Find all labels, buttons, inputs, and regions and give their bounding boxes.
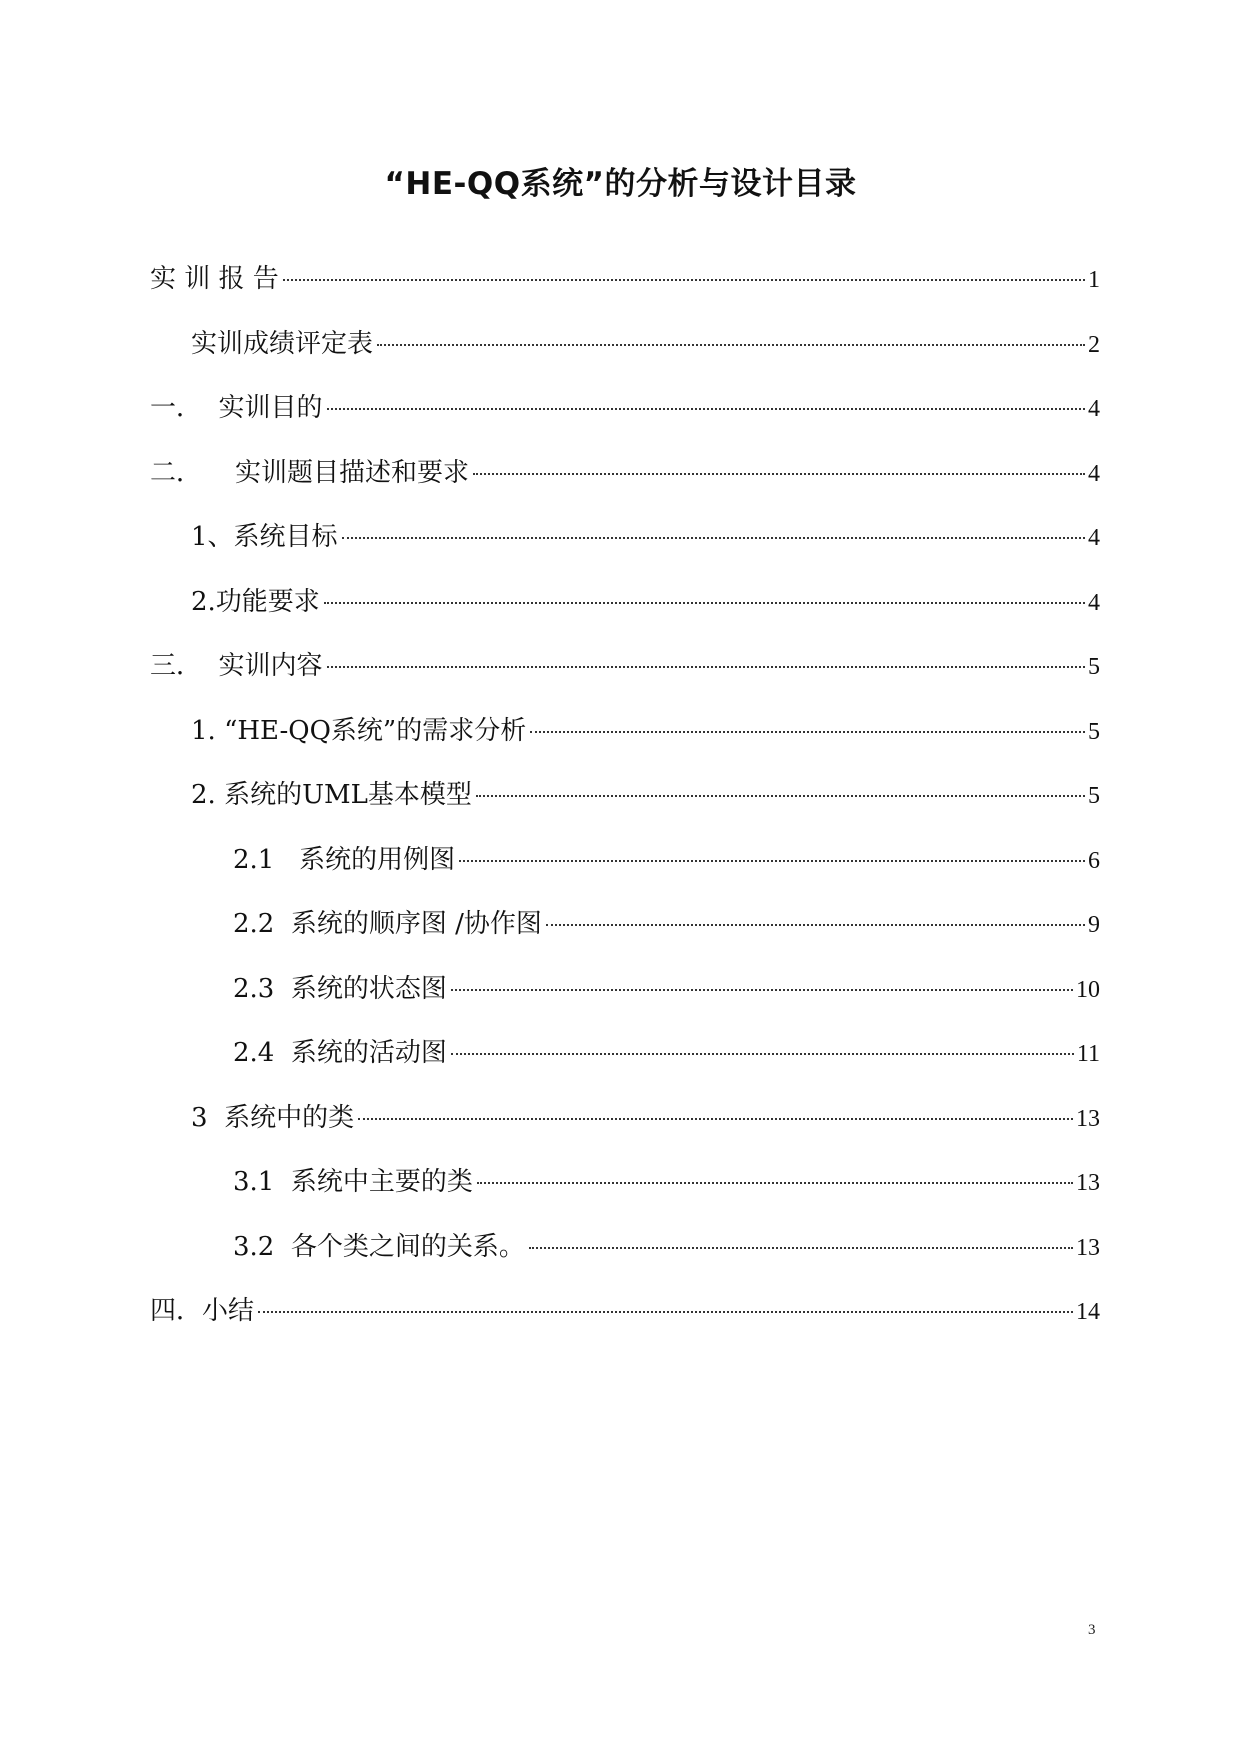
toc-entry[interactable] bbox=[150, 907, 1100, 972]
toc-entry-label: 2.2 系统的顺序图 /协作图 bbox=[233, 909, 542, 939]
table-of-contents bbox=[150, 262, 1100, 1359]
toc-entry-label: 1. “HE-QQ系统”的需求分析 bbox=[191, 715, 527, 746]
toc-entry-label: 四．小结 bbox=[150, 1296, 255, 1326]
toc-dot-leader bbox=[529, 1247, 1073, 1249]
toc-dot-leader bbox=[473, 473, 1085, 475]
toc-entry-label: 3 系统中的类 bbox=[191, 1102, 355, 1133]
document-title: “HE-QQ系统”的分析与设计目录 bbox=[384, 166, 857, 202]
toc-entry-label: 2.功能要求 bbox=[191, 586, 320, 617]
toc-dot-leader bbox=[258, 1311, 1073, 1313]
toc-entry-page: 14 bbox=[1076, 1299, 1100, 1325]
toc-entry[interactable] bbox=[150, 391, 1100, 456]
toc-entry-label: 2. 系统的UML基本模型 bbox=[191, 780, 472, 810]
toc-dot-leader bbox=[477, 1182, 1073, 1184]
toc-entry[interactable] bbox=[150, 1165, 1100, 1230]
toc-entry-page: 5 bbox=[1088, 718, 1100, 745]
toc-entry-label: 二． 实训题目描述和要求 bbox=[150, 457, 470, 488]
toc-entry-label: 1、系统目标 bbox=[191, 522, 338, 552]
toc-entry-label: 2.1 系统的用例图 bbox=[233, 844, 456, 875]
toc-entry-page: 13 bbox=[1076, 1105, 1100, 1132]
toc-entry-page: 4 bbox=[1088, 525, 1100, 551]
toc-entry[interactable] bbox=[150, 714, 1100, 779]
toc-entry-label: 3.2 各个类之间的关系。 bbox=[233, 1231, 525, 1262]
toc-dot-leader bbox=[377, 344, 1085, 346]
toc-dot-leader bbox=[324, 602, 1085, 604]
toc-entry-label: 一． 实训目的 bbox=[150, 393, 323, 423]
toc-entry[interactable] bbox=[150, 520, 1100, 585]
toc-entry-label: 三． 实训内容 bbox=[150, 651, 323, 681]
toc-entry[interactable] bbox=[150, 262, 1100, 327]
toc-dot-leader bbox=[283, 279, 1085, 281]
page-number: 3 bbox=[1088, 1622, 1096, 1638]
toc-entry-page: 4 bbox=[1088, 460, 1100, 487]
toc-entry-label: 实训成绩评定表 bbox=[191, 328, 374, 359]
toc-entry[interactable] bbox=[150, 1294, 1100, 1359]
toc-dot-leader bbox=[358, 1118, 1073, 1120]
toc-dot-leader bbox=[451, 989, 1073, 991]
toc-entry[interactable] bbox=[150, 456, 1100, 521]
toc-entry-page: 2 bbox=[1088, 331, 1100, 358]
toc-entry-label: 3.1 系统中主要的类 bbox=[233, 1167, 473, 1197]
toc-entry-page: 6 bbox=[1088, 847, 1100, 874]
toc-entry-page: 5 bbox=[1088, 654, 1100, 680]
toc-dot-leader bbox=[530, 731, 1085, 733]
toc-entry[interactable] bbox=[150, 1230, 1100, 1295]
toc-dot-leader bbox=[327, 408, 1085, 410]
toc-entry-page: 10 bbox=[1076, 976, 1100, 1003]
toc-dot-leader bbox=[451, 1053, 1074, 1055]
toc-entry[interactable] bbox=[150, 1036, 1100, 1101]
toc-entry-label: 实 训 报 告 bbox=[150, 264, 279, 294]
toc-entry-page: 4 bbox=[1088, 396, 1100, 422]
toc-entry-page: 13 bbox=[1076, 1234, 1100, 1261]
toc-entry[interactable] bbox=[150, 972, 1100, 1037]
toc-entry-page: 4 bbox=[1088, 589, 1100, 616]
toc-dot-leader bbox=[546, 924, 1085, 926]
toc-entry[interactable] bbox=[150, 585, 1100, 650]
toc-dot-leader bbox=[327, 666, 1085, 668]
toc-dot-leader bbox=[342, 537, 1085, 539]
toc-entry-page: 1 bbox=[1088, 267, 1100, 293]
toc-entry[interactable] bbox=[150, 649, 1100, 714]
toc-entry[interactable] bbox=[150, 327, 1100, 392]
toc-entry-page: 13 bbox=[1076, 1170, 1100, 1196]
toc-entry-page: 9 bbox=[1088, 912, 1100, 938]
toc-entry[interactable] bbox=[150, 843, 1100, 908]
toc-entry-page: 5 bbox=[1088, 783, 1100, 809]
toc-entry-page: 11 bbox=[1076, 1041, 1100, 1067]
toc-entry-label: 2.4 系统的活动图 bbox=[233, 1038, 447, 1068]
toc-entry[interactable] bbox=[150, 778, 1100, 843]
toc-dot-leader bbox=[476, 795, 1085, 797]
toc-dot-leader bbox=[459, 860, 1085, 862]
toc-entry[interactable] bbox=[150, 1101, 1100, 1166]
toc-entry-label: 2.3 系统的状态图 bbox=[233, 973, 447, 1004]
